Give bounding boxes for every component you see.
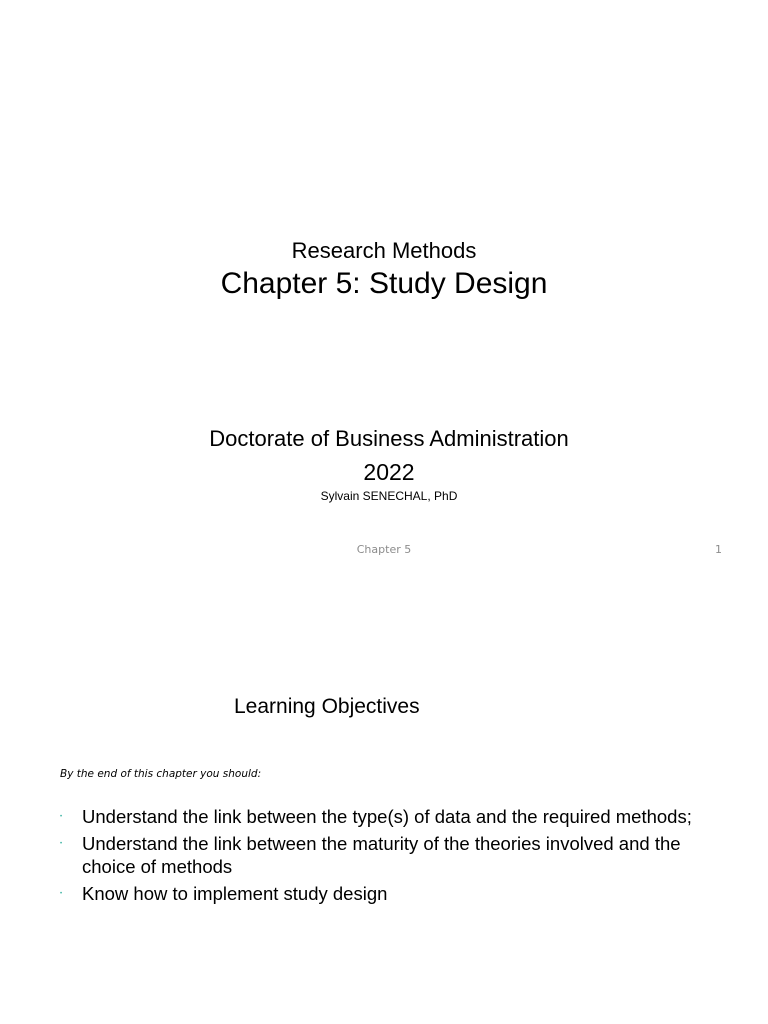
bullet-icon: • <box>60 841 63 847</box>
bullet-icon: • <box>60 891 63 897</box>
footer-label: Chapter 5 <box>356 543 412 556</box>
objectives-title: Learning Objectives <box>234 695 420 718</box>
objectives-list <box>60 805 730 909</box>
program-name: Doctorate of Business Administration <box>209 426 569 451</box>
year: 2022 <box>363 459 415 485</box>
page-number: 1 <box>715 543 722 556</box>
objective-item <box>60 832 730 878</box>
author: Sylvain SENECHAL, PhD <box>320 489 458 503</box>
objectives-intro: By the end of this chapter you should: <box>60 768 262 780</box>
bullet-icon: • <box>60 814 63 820</box>
course-title: Research Methods <box>291 238 477 263</box>
objective-item <box>60 882 730 905</box>
objective-text: Understand the link between the maturity of the theories involved and the choice of methods <box>82 833 681 877</box>
chapter-title: Chapter 5: Study Design <box>220 267 548 300</box>
objective-text: Understand the link between the type(s) of data and the required methods; <box>82 806 692 827</box>
objective-item <box>60 805 730 828</box>
objective-text: Know how to implement study design <box>82 883 388 904</box>
